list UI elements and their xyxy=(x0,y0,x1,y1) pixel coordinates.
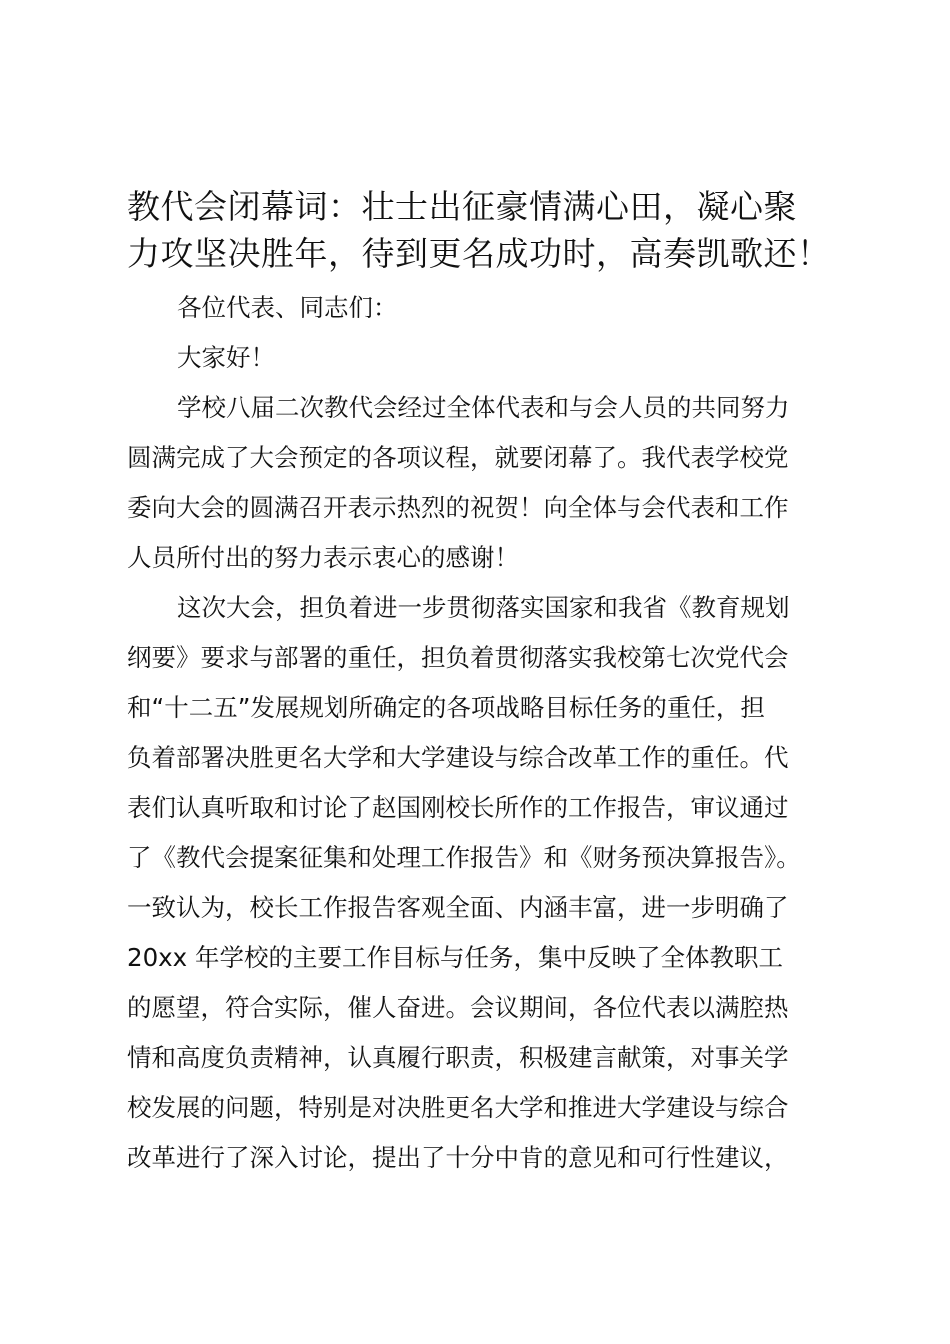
paragraph-line: 这次大会，担负着进一步贯彻落实国家和我省《教育规划 xyxy=(177,593,790,622)
salutation: 各位代表、同志们： xyxy=(177,293,398,322)
paragraph-line: 了《教代会提案征集和处理工作报告》和《财务预决算报告》。 xyxy=(127,843,801,872)
paragraph-line: 和“十二五”发展规划所确定的各项战略目标任务的重任，担 xyxy=(127,693,765,722)
paragraph-1 xyxy=(127,383,837,583)
document-body xyxy=(127,183,837,1183)
paragraph-line: 的愿望，符合实际，催人奋进。会议期间，各位代表以满腔热 xyxy=(127,993,789,1022)
paragraph-line: 一致认为，校长工作报告客观全面、内涵丰富，进一步明确了 xyxy=(127,893,789,922)
paragraph-line: 校发展的问题，特别是对决胜更名大学和推进大学建设与综合 xyxy=(127,1093,789,1122)
paragraph-line: 学校八届二次教代会经过全体代表和与会人员的共同努力 xyxy=(177,393,790,422)
paragraph-2 xyxy=(127,583,837,1183)
paragraph-line: 负着部署决胜更名大学和大学建设与综合改革工作的重任。代 xyxy=(127,743,789,772)
paragraph-line: 圆满完成了大会预定的各项议程，就要闭幕了。我代表学校党 xyxy=(127,443,789,472)
title-line: 教代会闭幕词：壮士出征豪情满心田，凝心聚 xyxy=(127,187,797,226)
document-title xyxy=(127,183,837,277)
paragraph-line: 20xx 年学校的主要工作目标与任务，集中反映了全体教职工 xyxy=(127,943,783,972)
paragraph-line: 表们认真听取和讨论了赵国刚校长所作的工作报告，审议通过 xyxy=(127,793,789,822)
paragraph-line: 纲要》要求与部署的重任，担负着贯彻落实我校第七次党代会 xyxy=(127,643,789,672)
title-line: 力攻坚决胜年，待到更名成功时，高奏凯歌还！ xyxy=(127,234,831,273)
paragraph-line: 人员所付出的努力表示衷心的感谢！ xyxy=(127,543,519,572)
greeting: 大家好！ xyxy=(177,343,275,372)
paragraph-line: 情和高度负责精神，认真履行职责，积极建言献策，对事关学 xyxy=(127,1043,789,1072)
paragraph-line: 改革进行了深入讨论，提出了十分中肯的意见和可行性建议， xyxy=(127,1143,789,1172)
paragraph-line: 委向大会的圆满召开表示热烈的祝贺！向全体与会代表和工作 xyxy=(127,493,789,522)
